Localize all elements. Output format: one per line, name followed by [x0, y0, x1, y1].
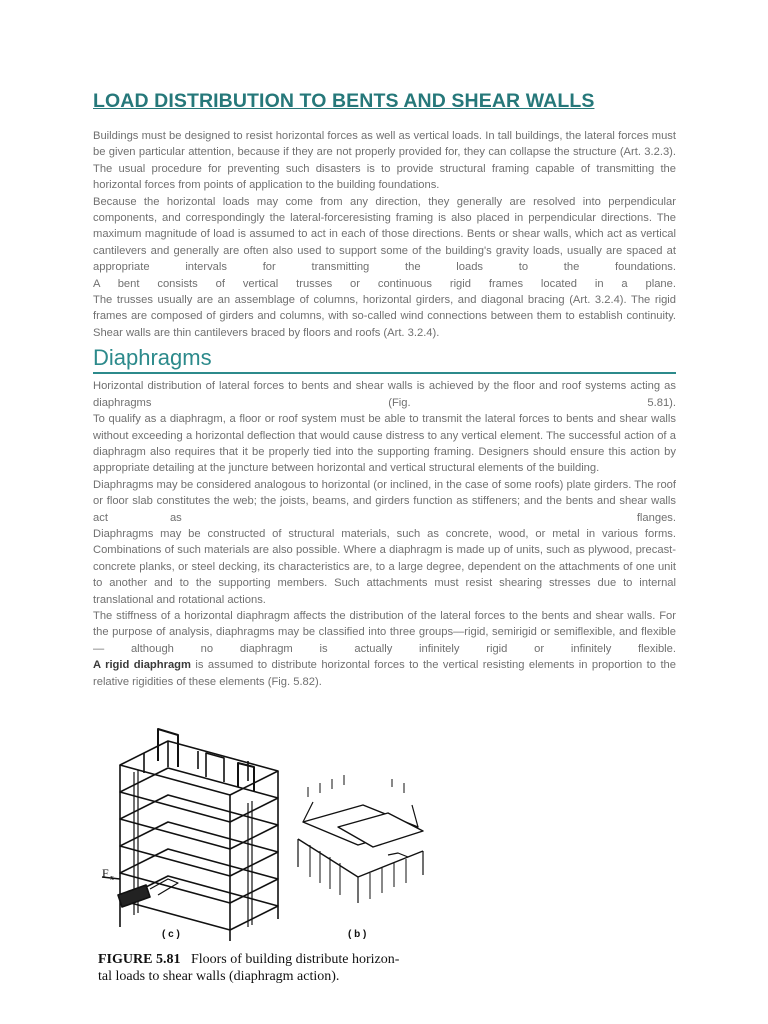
diaphragms-paragraph-6: [93, 657, 676, 690]
figure-label-b: ( b ): [348, 929, 367, 940]
caption-text-line-2: tal loads to shear walls (diaphragm action).: [98, 969, 340, 984]
intro-paragraph-1: Buildings must be designed to resist horizontal forces as well as vertical loads. In tall buildings, the lateral forces must be given particular attention, because if they are not properly provided for, they can collapse the structure (Art. 3.2.3). The usual procedure for preventing such disasters is to provide structural framing capable of transmitting the horizontal forces from points of application to the building foundations.: [93, 130, 676, 192]
rigid-diaphragm-text: is assumed to distribute horizontal forces to the vertical resisting elements in proportion to the relative rigidities of these elements (Fig. 5.82).: [93, 659, 676, 688]
intro-paragraph-4: The trusses usually are an assemblage of columns, horizontal girders, and diagonal bracing (Art. 3.2.4). The rigid frames are composed of girders and columns, with so-called wind connections between them to establish continuity. Shear walls are thin cantilevers braced by floors and roofs (Art. 3.2.4).: [93, 294, 676, 339]
figure-caption: [98, 951, 443, 985]
diaphragm-diagram-b: [298, 775, 423, 903]
section-heading: Diaphragms: [93, 345, 676, 374]
caption-text-line-1: Floors of building distribute horizon-: [190, 952, 400, 967]
rigid-diaphragm-term: A rigid diaphragm: [93, 659, 191, 672]
diaphragms-paragraph-1: Horizontal distribution of lateral forces to bents and shear walls is achieved by the floor and roof systems acting as diaphragms (Fig. 5.81).: [93, 380, 676, 409]
page-title: LOAD DISTRIBUTION TO BENTS AND SHEAR WALLS: [93, 90, 595, 112]
intro-paragraph-3: A bent consists of vertical trusses or continuous rigid frames located in a plane.: [93, 277, 676, 290]
caption-label: FIGURE 5.81: [98, 952, 181, 967]
figure-5-81-drawing: [98, 727, 443, 947]
paragraph-3-end: as flanges.: [169, 511, 676, 524]
building-frame-c: [102, 729, 278, 941]
intro-paragraph-2: Because the horizontal loads may come from any direction, they generally are resolved into perpendicular components, and correspondingly the lateral-forceresisting framing is also placed in perpendicular directions. The maximum magnitude of load is assumed to act in each of those directions. Bents or shear walls, which act as vertical cantilevers and generally are often also used to support some of the building's gravity loads, usually are spaced at appropriate intervals for transmitting the loads to the foundations.: [93, 195, 676, 274]
diaphragms-paragraph-2: To qualify as a diaphragm, a floor or roof system must be able to transmit the lateral forces to bents and shear walls without exceeding a horizontal deflection that would cause distress to any vertical element. The successful action of a diaphragm also requires that it be properly tied into the supporting framing. Designers should ensure this action by appropriate detailing at the juncture between horizontal and vertical structural elements of the building.: [93, 413, 676, 475]
force-label: F: [102, 866, 109, 880]
force-subscript: x: [110, 873, 114, 882]
diaphragms-paragraph-3: [93, 477, 676, 526]
diaphragms-paragraph-5: The stiffness of a horizontal diaphragm affects the distribution of the lateral forces to the bents and shear walls. For the purpose of analysis, diaphragms may be classified into three groups—rigid, semirigid or semiflexible, and flexible— although no diaphragm is actually infinitely rigid or infinitely flexible.: [93, 609, 676, 655]
figure-label-c: ( c ): [162, 929, 180, 940]
diaphragms-paragraph-4: Diaphragms may be constructed of structural materials, such as concrete, wood, or metal in various forms. Combinations of such materials are also possible. Where a diaphragm is made up of units, such as plywood, precast-concrete planks, or steel decking, its characteristics are, to a large degree, dependent on the attachments of one unit to another and to the supporting members. Such attachments must resist shearing stresses due to internal translational and rotational actions.: [93, 527, 676, 606]
paragraph-3-text: Diaphragms may be considered analogous to horizontal (or inclined, in the case of some roofs) plate girders. The roof or floor slab constitutes the web; the joists, beams, and girders function as stiffeners; and the bents and shear walls act: [93, 478, 676, 524]
document-body: [93, 90, 676, 690]
